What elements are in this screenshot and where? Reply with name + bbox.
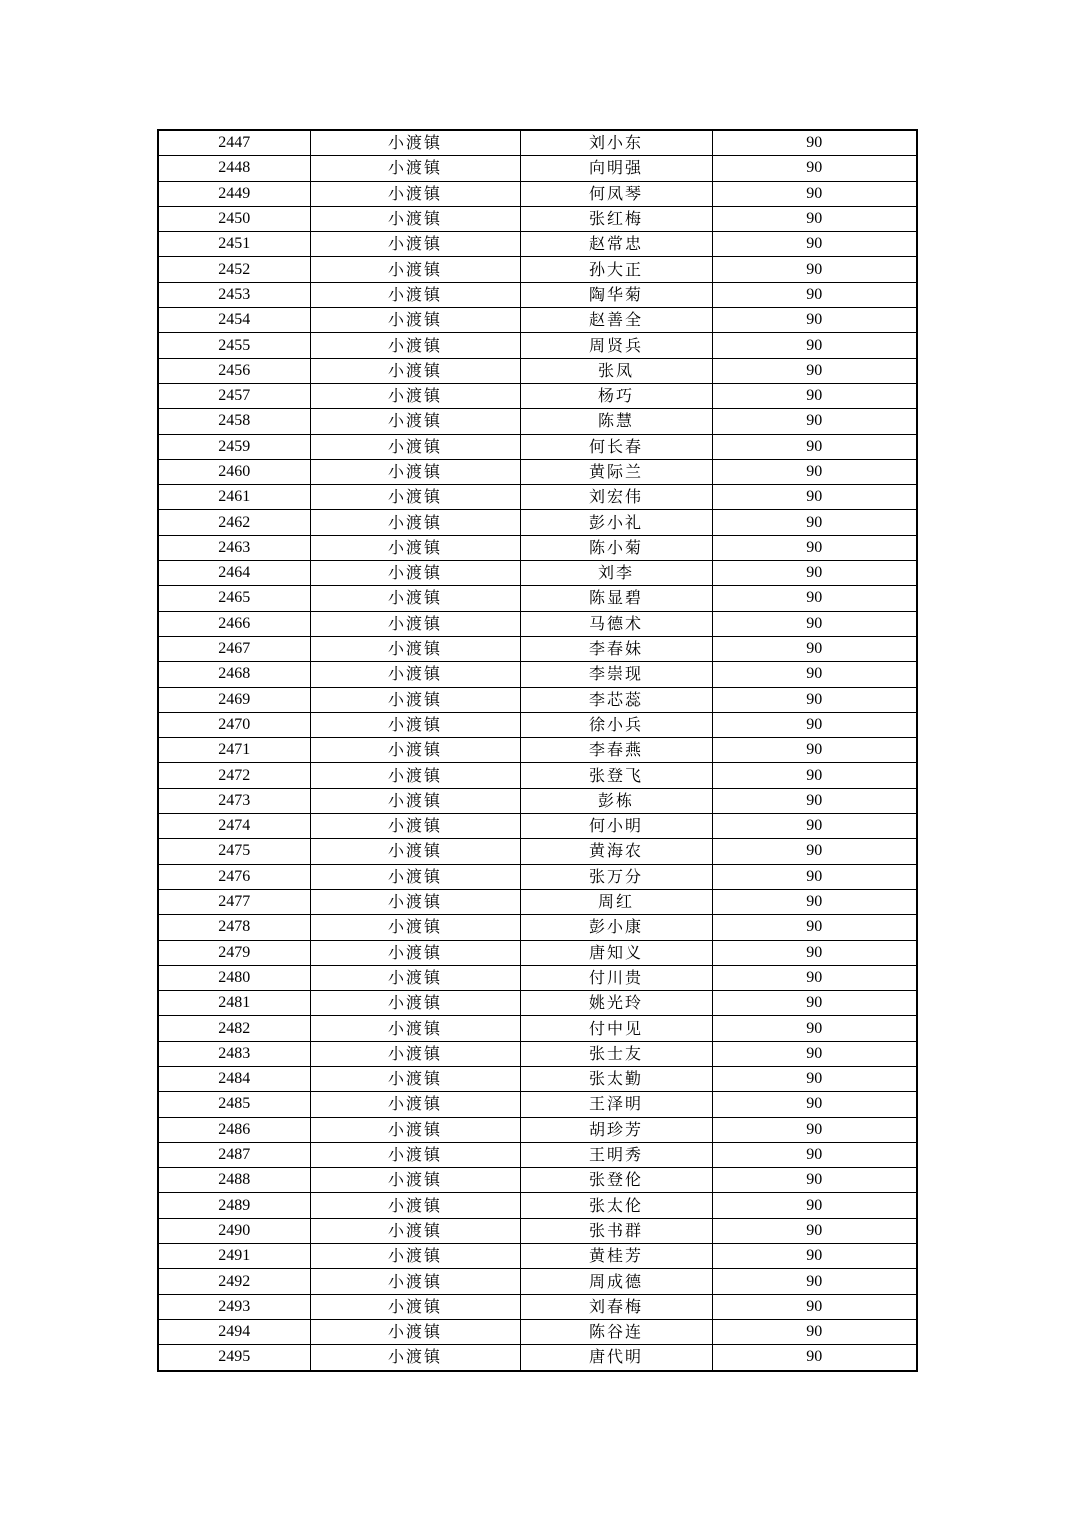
town-cell: 小渡镇	[310, 130, 520, 156]
table-row	[158, 156, 917, 181]
town-cell: 小渡镇	[310, 965, 520, 990]
town-cell: 小渡镇	[310, 1244, 520, 1269]
town-cell: 小渡镇	[310, 788, 520, 813]
row-number-cell: 2486	[158, 1117, 310, 1142]
row-number-cell: 2490	[158, 1218, 310, 1243]
row-number-cell: 2472	[158, 763, 310, 788]
town-cell: 小渡镇	[310, 889, 520, 914]
table-row	[158, 611, 917, 636]
table-row	[158, 1244, 917, 1269]
row-number-cell: 2473	[158, 788, 310, 813]
table-row	[158, 130, 917, 156]
person-name-cell: 张书群	[520, 1218, 712, 1243]
row-number-cell: 2458	[158, 409, 310, 434]
table-row	[158, 1016, 917, 1041]
table-row	[158, 1345, 917, 1371]
amount-cell: 90	[712, 712, 917, 737]
table-row	[158, 1041, 917, 1066]
person-name-cell: 李芯蕊	[520, 687, 712, 712]
person-name-cell: 彭小礼	[520, 510, 712, 535]
amount-cell: 90	[712, 257, 917, 282]
amount-cell: 90	[712, 409, 917, 434]
person-name-cell: 彭栋	[520, 788, 712, 813]
row-number-cell: 2485	[158, 1092, 310, 1117]
table-row	[158, 763, 917, 788]
amount-cell: 90	[712, 156, 917, 181]
amount-cell: 90	[712, 611, 917, 636]
town-cell: 小渡镇	[310, 864, 520, 889]
town-cell: 小渡镇	[310, 232, 520, 257]
amount-cell: 90	[712, 1345, 917, 1371]
town-cell: 小渡镇	[310, 839, 520, 864]
person-name-cell: 陈小菊	[520, 535, 712, 560]
town-cell: 小渡镇	[310, 636, 520, 661]
table-row	[158, 206, 917, 231]
amount-cell: 90	[712, 1016, 917, 1041]
person-name-cell: 杨巧	[520, 383, 712, 408]
amount-cell: 90	[712, 282, 917, 307]
row-number-cell: 2492	[158, 1269, 310, 1294]
town-cell: 小渡镇	[310, 333, 520, 358]
amount-cell: 90	[712, 1066, 917, 1091]
amount-cell: 90	[712, 535, 917, 560]
person-name-cell: 张万分	[520, 864, 712, 889]
amount-cell: 90	[712, 308, 917, 333]
town-cell: 小渡镇	[310, 1319, 520, 1344]
row-number-cell: 2475	[158, 839, 310, 864]
town-cell: 小渡镇	[310, 181, 520, 206]
row-number-cell: 2478	[158, 915, 310, 940]
person-name-cell: 孙大正	[520, 257, 712, 282]
row-number-cell: 2468	[158, 662, 310, 687]
town-cell: 小渡镇	[310, 282, 520, 307]
amount-cell: 90	[712, 358, 917, 383]
row-number-cell: 2489	[158, 1193, 310, 1218]
person-name-cell: 黄际兰	[520, 459, 712, 484]
amount-cell: 90	[712, 1269, 917, 1294]
person-name-cell: 刘宏伟	[520, 485, 712, 510]
table-row	[158, 965, 917, 990]
table-row	[158, 1066, 917, 1091]
row-number-cell: 2452	[158, 257, 310, 282]
person-name-cell: 李春燕	[520, 738, 712, 763]
row-number-cell: 2491	[158, 1244, 310, 1269]
person-name-cell: 张登飞	[520, 763, 712, 788]
row-number-cell: 2448	[158, 156, 310, 181]
row-number-cell: 2449	[158, 181, 310, 206]
person-name-cell: 王明秀	[520, 1142, 712, 1167]
table-row	[158, 1319, 917, 1344]
amount-cell: 90	[712, 991, 917, 1016]
table-row	[158, 636, 917, 661]
amount-cell: 90	[712, 1092, 917, 1117]
person-name-cell: 刘春梅	[520, 1294, 712, 1319]
row-number-cell: 2454	[158, 308, 310, 333]
roster-table	[157, 129, 918, 1372]
amount-cell: 90	[712, 662, 917, 687]
town-cell: 小渡镇	[310, 1041, 520, 1066]
table-row	[158, 586, 917, 611]
amount-cell: 90	[712, 763, 917, 788]
row-number-cell: 2459	[158, 434, 310, 459]
table-row	[158, 1193, 917, 1218]
table-row	[158, 510, 917, 535]
town-cell: 小渡镇	[310, 561, 520, 586]
person-name-cell: 何小明	[520, 814, 712, 839]
table-row	[158, 991, 917, 1016]
town-cell: 小渡镇	[310, 434, 520, 459]
row-number-cell: 2483	[158, 1041, 310, 1066]
person-name-cell: 张红梅	[520, 206, 712, 231]
row-number-cell: 2477	[158, 889, 310, 914]
town-cell: 小渡镇	[310, 1218, 520, 1243]
town-cell: 小渡镇	[310, 763, 520, 788]
table-row	[158, 485, 917, 510]
person-name-cell: 徐小兵	[520, 712, 712, 737]
amount-cell: 90	[712, 940, 917, 965]
town-cell: 小渡镇	[310, 308, 520, 333]
amount-cell: 90	[712, 965, 917, 990]
amount-cell: 90	[712, 206, 917, 231]
person-name-cell: 黄桂芳	[520, 1244, 712, 1269]
amount-cell: 90	[712, 687, 917, 712]
person-name-cell: 姚光玲	[520, 991, 712, 1016]
town-cell: 小渡镇	[310, 358, 520, 383]
row-number-cell: 2482	[158, 1016, 310, 1041]
table-row	[158, 561, 917, 586]
table-row	[158, 1269, 917, 1294]
town-cell: 小渡镇	[310, 1092, 520, 1117]
row-number-cell: 2461	[158, 485, 310, 510]
amount-cell: 90	[712, 232, 917, 257]
row-number-cell: 2470	[158, 712, 310, 737]
person-name-cell: 陈显碧	[520, 586, 712, 611]
town-cell: 小渡镇	[310, 738, 520, 763]
row-number-cell: 2463	[158, 535, 310, 560]
person-name-cell: 彭小康	[520, 915, 712, 940]
amount-cell: 90	[712, 1193, 917, 1218]
row-number-cell: 2466	[158, 611, 310, 636]
town-cell: 小渡镇	[310, 156, 520, 181]
person-name-cell: 刘李	[520, 561, 712, 586]
row-number-cell: 2493	[158, 1294, 310, 1319]
amount-cell: 90	[712, 434, 917, 459]
row-number-cell: 2481	[158, 991, 310, 1016]
row-number-cell: 2469	[158, 687, 310, 712]
amount-cell: 90	[712, 333, 917, 358]
person-name-cell: 唐代明	[520, 1345, 712, 1371]
amount-cell: 90	[712, 788, 917, 813]
amount-cell: 90	[712, 1168, 917, 1193]
table-row	[158, 940, 917, 965]
town-cell: 小渡镇	[310, 687, 520, 712]
town-cell: 小渡镇	[310, 383, 520, 408]
amount-cell: 90	[712, 864, 917, 889]
row-number-cell: 2447	[158, 130, 310, 156]
table-row	[158, 915, 917, 940]
town-cell: 小渡镇	[310, 662, 520, 687]
amount-cell: 90	[712, 459, 917, 484]
town-cell: 小渡镇	[310, 1193, 520, 1218]
amount-cell: 90	[712, 738, 917, 763]
person-name-cell: 李崇现	[520, 662, 712, 687]
table-row	[158, 282, 917, 307]
person-name-cell: 张士友	[520, 1041, 712, 1066]
row-number-cell: 2465	[158, 586, 310, 611]
table-row	[158, 1117, 917, 1142]
row-number-cell: 2476	[158, 864, 310, 889]
amount-cell: 90	[712, 383, 917, 408]
person-name-cell: 陈慧	[520, 409, 712, 434]
person-name-cell: 向明强	[520, 156, 712, 181]
town-cell: 小渡镇	[310, 485, 520, 510]
table-row	[158, 358, 917, 383]
person-name-cell: 李春妹	[520, 636, 712, 661]
amount-cell: 90	[712, 1218, 917, 1243]
table-row	[158, 232, 917, 257]
person-name-cell: 唐知义	[520, 940, 712, 965]
table-row	[158, 1218, 917, 1243]
town-cell: 小渡镇	[310, 1142, 520, 1167]
town-cell: 小渡镇	[310, 712, 520, 737]
amount-cell: 90	[712, 1142, 917, 1167]
row-number-cell: 2460	[158, 459, 310, 484]
row-number-cell: 2453	[158, 282, 310, 307]
table-row	[158, 864, 917, 889]
table-row	[158, 839, 917, 864]
roster-table-body	[158, 130, 917, 1371]
person-name-cell: 周红	[520, 889, 712, 914]
person-name-cell: 刘小东	[520, 130, 712, 156]
table-row	[158, 788, 917, 813]
amount-cell: 90	[712, 814, 917, 839]
amount-cell: 90	[712, 1041, 917, 1066]
row-number-cell: 2471	[158, 738, 310, 763]
row-number-cell: 2462	[158, 510, 310, 535]
person-name-cell: 付中见	[520, 1016, 712, 1041]
person-name-cell: 何凤琴	[520, 181, 712, 206]
town-cell: 小渡镇	[310, 535, 520, 560]
row-number-cell: 2457	[158, 383, 310, 408]
table-row	[158, 889, 917, 914]
table-row	[158, 1294, 917, 1319]
amount-cell: 90	[712, 586, 917, 611]
row-number-cell: 2484	[158, 1066, 310, 1091]
town-cell: 小渡镇	[310, 257, 520, 282]
row-number-cell: 2455	[158, 333, 310, 358]
row-number-cell: 2450	[158, 206, 310, 231]
amount-cell: 90	[712, 485, 917, 510]
amount-cell: 90	[712, 181, 917, 206]
amount-cell: 90	[712, 510, 917, 535]
person-name-cell: 胡珍芳	[520, 1117, 712, 1142]
amount-cell: 90	[712, 1117, 917, 1142]
row-number-cell: 2487	[158, 1142, 310, 1167]
table-row	[158, 1168, 917, 1193]
person-name-cell: 马德术	[520, 611, 712, 636]
town-cell: 小渡镇	[310, 611, 520, 636]
town-cell: 小渡镇	[310, 510, 520, 535]
table-row	[158, 333, 917, 358]
person-name-cell: 黄海农	[520, 839, 712, 864]
row-number-cell: 2456	[158, 358, 310, 383]
table-row	[158, 1142, 917, 1167]
town-cell: 小渡镇	[310, 915, 520, 940]
town-cell: 小渡镇	[310, 1269, 520, 1294]
town-cell: 小渡镇	[310, 1294, 520, 1319]
table-row	[158, 535, 917, 560]
person-name-cell: 陶华菊	[520, 282, 712, 307]
town-cell: 小渡镇	[310, 459, 520, 484]
table-row	[158, 257, 917, 282]
amount-cell: 90	[712, 889, 917, 914]
row-number-cell: 2451	[158, 232, 310, 257]
table-row	[158, 383, 917, 408]
table-row	[158, 434, 917, 459]
amount-cell: 90	[712, 1319, 917, 1344]
amount-cell: 90	[712, 1244, 917, 1269]
town-cell: 小渡镇	[310, 1345, 520, 1371]
row-number-cell: 2467	[158, 636, 310, 661]
amount-cell: 90	[712, 561, 917, 586]
town-cell: 小渡镇	[310, 940, 520, 965]
table-row	[158, 738, 917, 763]
person-name-cell: 付川贵	[520, 965, 712, 990]
person-name-cell: 王泽明	[520, 1092, 712, 1117]
amount-cell: 90	[712, 839, 917, 864]
person-name-cell: 张太伦	[520, 1193, 712, 1218]
town-cell: 小渡镇	[310, 814, 520, 839]
town-cell: 小渡镇	[310, 586, 520, 611]
town-cell: 小渡镇	[310, 991, 520, 1016]
row-number-cell: 2474	[158, 814, 310, 839]
town-cell: 小渡镇	[310, 409, 520, 434]
row-number-cell: 2480	[158, 965, 310, 990]
person-name-cell: 陈谷连	[520, 1319, 712, 1344]
table-row	[158, 687, 917, 712]
row-number-cell: 2488	[158, 1168, 310, 1193]
person-name-cell: 赵善全	[520, 308, 712, 333]
person-name-cell: 张凤	[520, 358, 712, 383]
table-row	[158, 181, 917, 206]
table-row	[158, 459, 917, 484]
amount-cell: 90	[712, 636, 917, 661]
amount-cell: 90	[712, 1294, 917, 1319]
town-cell: 小渡镇	[310, 1016, 520, 1041]
amount-cell: 90	[712, 130, 917, 156]
row-number-cell: 2479	[158, 940, 310, 965]
person-name-cell: 张太勤	[520, 1066, 712, 1091]
person-name-cell: 周贤兵	[520, 333, 712, 358]
person-name-cell: 周成德	[520, 1269, 712, 1294]
row-number-cell: 2495	[158, 1345, 310, 1371]
row-number-cell: 2464	[158, 561, 310, 586]
town-cell: 小渡镇	[310, 1066, 520, 1091]
table-row	[158, 814, 917, 839]
town-cell: 小渡镇	[310, 206, 520, 231]
table-row	[158, 712, 917, 737]
row-number-cell: 2494	[158, 1319, 310, 1344]
person-name-cell: 张登伦	[520, 1168, 712, 1193]
amount-cell: 90	[712, 915, 917, 940]
table-row	[158, 308, 917, 333]
table-row	[158, 409, 917, 434]
table-row	[158, 662, 917, 687]
person-name-cell: 赵常忠	[520, 232, 712, 257]
town-cell: 小渡镇	[310, 1168, 520, 1193]
person-name-cell: 何长春	[520, 434, 712, 459]
town-cell: 小渡镇	[310, 1117, 520, 1142]
table-row	[158, 1092, 917, 1117]
